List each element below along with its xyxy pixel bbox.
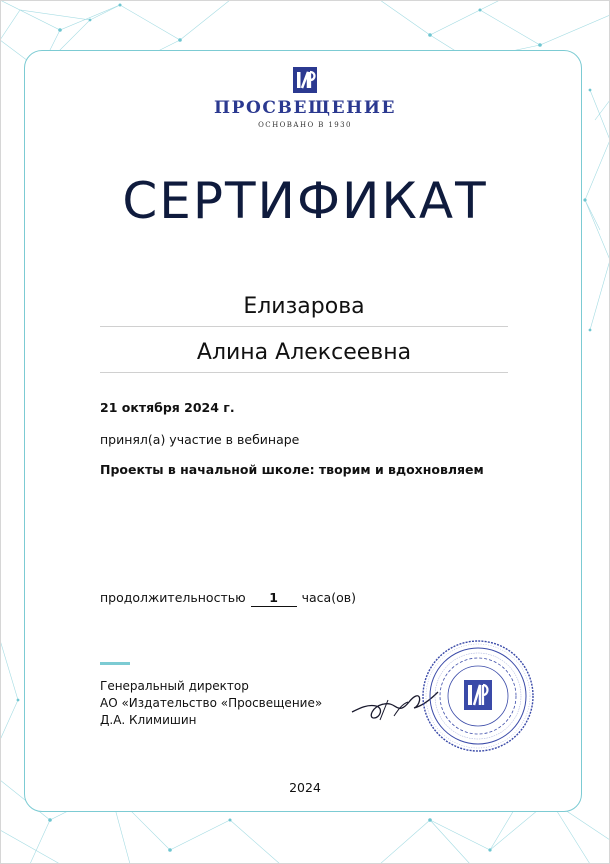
signatory-position: Генеральный директор — [100, 679, 249, 693]
signatory-name: Д.А. Климишин — [100, 713, 197, 727]
publisher-emblem-icon — [292, 66, 318, 94]
company-seal-stamp — [420, 638, 536, 754]
signatory-block — [100, 678, 322, 729]
duration-label: продолжительностью — [100, 590, 246, 605]
signatory-organization: АО «Издательство «Просвещение» — [100, 696, 323, 710]
duration-unit: часа(ов) — [301, 590, 356, 605]
duration-value: 1 — [251, 590, 297, 607]
publisher-name: ПРОСВЕЩЕНИЕ — [213, 98, 397, 118]
publisher-logo — [0, 66, 610, 129]
accent-bar — [100, 662, 130, 665]
certificate-year: 2024 — [289, 780, 321, 795]
certificate-title: СЕРТИФИКАТ — [122, 172, 488, 230]
participation-text: принял(а) участие в вебинаре — [100, 432, 300, 447]
webinar-title: Проекты в начальной школе: творим и вдохновляем — [100, 462, 484, 477]
publisher-founded: ОСНОВАНО В 1930 — [258, 121, 352, 129]
recipient-last-name: Елизарова — [100, 294, 508, 327]
duration-line — [100, 590, 356, 607]
recipient-first-middle-name: Алина Алексеевна — [100, 340, 508, 373]
event-date: 21 октября 2024 г. — [100, 400, 235, 415]
